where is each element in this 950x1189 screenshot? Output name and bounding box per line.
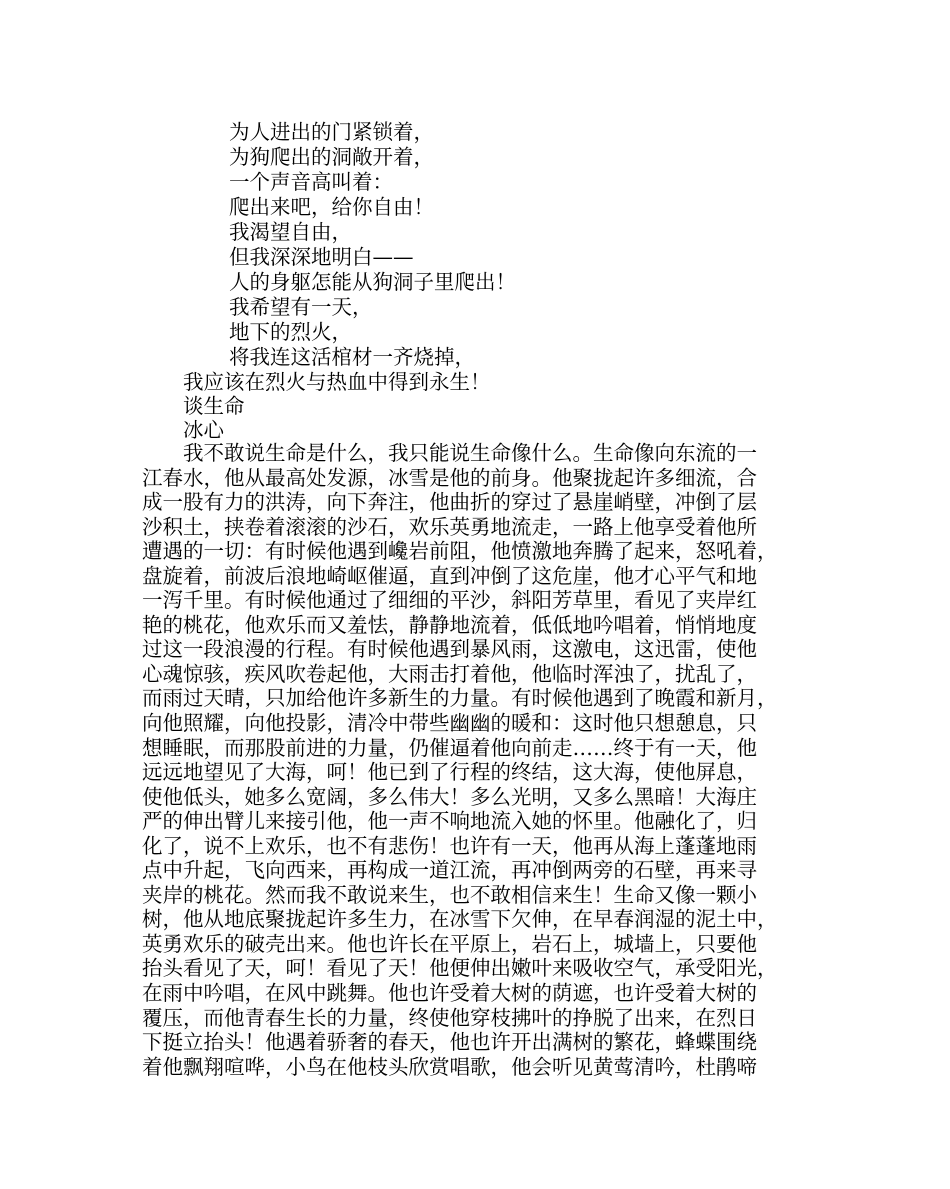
- paragraph-line: 使他低头，她多么宽阔，多么伟大！多么光明，又多么黑暗！大海庄: [142, 784, 757, 809]
- poem-line: 人的身躯怎能从狗洞子里爬出！: [229, 270, 516, 294]
- poem-line: 为狗爬出的洞敞开着，: [229, 145, 434, 169]
- paragraph-line: 点中升起，飞向西来，再构成一道江流，再冲倒两旁的石壁，再来寻: [142, 858, 757, 883]
- poem-line: 将我连这活棺材一齐烧掉，: [229, 345, 475, 369]
- poem-line: 爬出来吧，给你自由！: [229, 195, 434, 219]
- essay-title: 谈生命: [183, 394, 245, 418]
- essay-author: 冰心: [183, 418, 224, 442]
- paragraph-line: 成一股有力的洪涛，向下奔注，他曲折的穿过了悬崖峭壁，冲倒了层: [142, 490, 757, 515]
- paragraph-line: 覆压，而他青春生长的力量，终使他穿枝拂叶的挣脱了出来，在烈日: [142, 1005, 757, 1030]
- paragraph-line: 着他飘翔喧哗，小鸟在他枝头欣赏唱歌，他会听见黄莺清吟，杜鹃啼: [142, 1054, 757, 1079]
- paragraph-line: 江春水，他从最高处发源，冰雪是他的前身。他聚拢起许多细流，合: [142, 465, 757, 490]
- paragraph-line: 向他照耀，向他投影，清冷中带些幽幽的暖和：这时他只想憩息，只: [142, 711, 757, 736]
- paragraph-line: 想睡眠，而那股前进的力量，仍催逼着他向前走……终于有一天，他: [142, 735, 757, 760]
- paragraph-line: 远远地望见了大海，呵！他已到了行程的终结，这大海，使他屏息，: [142, 760, 757, 785]
- paragraph-line: 树，他从地底聚拢起许多生力，在冰雪下欠伸，在早春润湿的泥土中，: [142, 907, 778, 932]
- paragraph-line: 化了，说不上欢乐，也不有悲伤！也许有一天，他再从海上蓬蓬地雨: [142, 833, 757, 858]
- paragraph-line: 沙积土，挟卷着滚滚的沙石，欢乐英勇地流走，一路上他享受着他所: [142, 514, 757, 539]
- poem-line: 我渴望自由，: [229, 220, 352, 244]
- paragraph-line: 严的伸出臂儿来接引他，他一声不响地流入她的怀里。他融化了，归: [142, 809, 757, 834]
- essay-paragraph: [142, 441, 824, 1079]
- paragraph-line: 下挺立抬头！他遇着骄奢的春天，他也许开出满树的繁花，蜂蝶围绕: [142, 1030, 757, 1055]
- paragraph-line: 抬头看见了天，呵！看见了天！他便伸出嫩叶来吸收空气，承受阳光，: [142, 956, 778, 981]
- poem-line: 为人进出的门紧锁着，: [229, 120, 434, 144]
- paragraph-line: 一泻千里。有时候他通过了细细的平沙，斜阳芳草里，看见了夹岸红: [142, 588, 757, 613]
- paragraph-line: 盘旋着，前波后浪地崎岖催逼，直到冲倒了这危崖，他才心平气和地: [142, 563, 757, 588]
- paragraph-line: 过这一段浪漫的行程。有时候他遇到暴风雨，这激电，这迅雷，使他: [142, 637, 757, 662]
- poem-line: 地下的烈火，: [229, 320, 352, 344]
- paragraph-line: 夹岸的桃花。然而我不敢说来生，也不敢相信来生！生命又像一颗小: [142, 882, 757, 907]
- paragraph-line: 英勇欢乐的破壳出来。他也许长在平原上，岩石上，城墙上，只要他: [142, 931, 757, 956]
- poem-closing-line: 我应该在烈火与热血中得到永生！: [183, 370, 491, 394]
- paragraph-line: 艳的桃花，他欢乐而又羞怯，静静地流着，低低地吟唱着，悄悄地度: [142, 612, 757, 637]
- paragraph-line: 在雨中吟唱，在风中跳舞。他也许受着大树的荫遮，也许受着大树的: [142, 981, 757, 1006]
- poem-line: 一个声音高叫着：: [229, 170, 393, 194]
- paragraph-line: 遭遇的一切：有时候他遇到巉岩前阻，他愤激地奔腾了起来，怒吼着，: [142, 539, 778, 564]
- poem-line: 但我深深地明白——: [229, 245, 414, 269]
- paragraph-line: 心魂惊骇，疾风吹卷起他，大雨击打着他，他临时浑浊了，扰乱了，: [142, 661, 757, 686]
- poem-line: 我希望有一天，: [229, 295, 373, 319]
- paragraph-line: 我不敢说生命是什么，我只能说生命像什么。生命像向东流的一: [142, 441, 757, 465]
- paragraph-line: 而雨过天晴，只加给他许多新生的力量。有时候他遇到了晚霞和新月，: [142, 686, 778, 711]
